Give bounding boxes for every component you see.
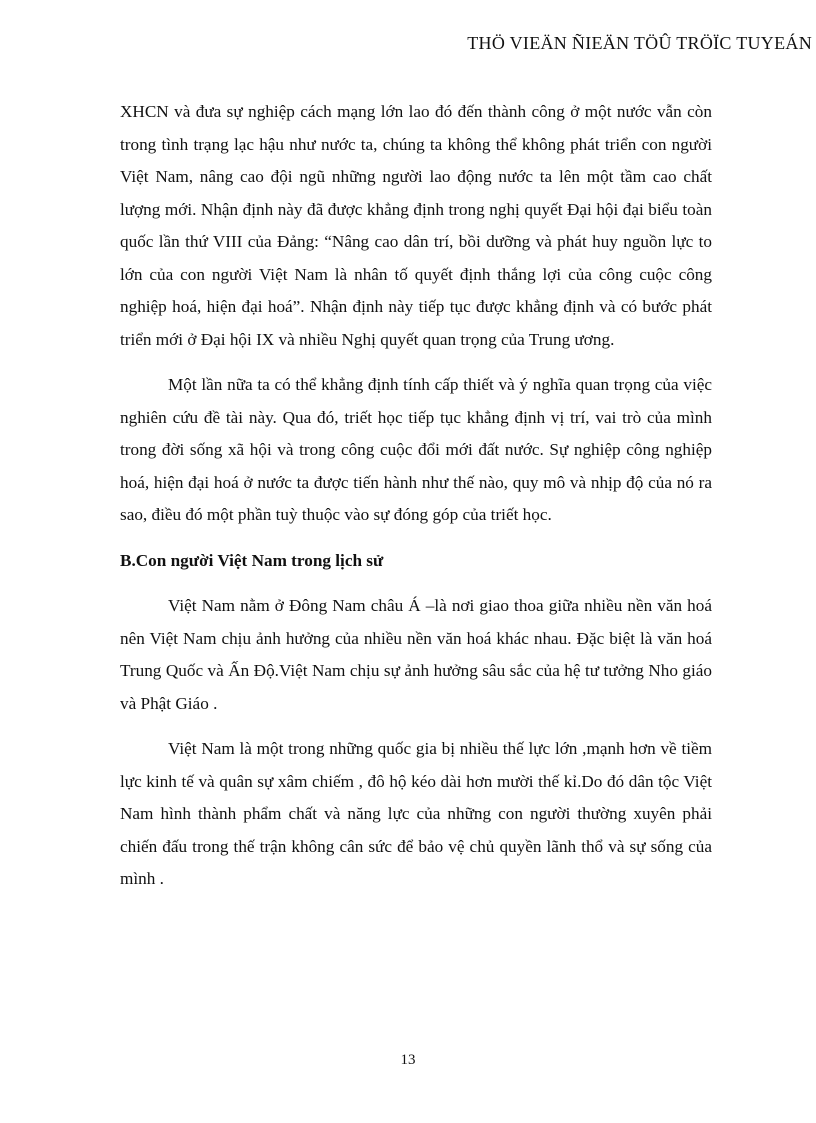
body-paragraph: Việt Nam nằm ở Đông Nam châu Á –là nơi giao thoa giữa nhiều nền văn hoá nên Việt Nam chịu ảnh hưởng của nhiều nền văn hoá khác nhau. Đặc biệt là văn hoá Trung Quốc và Ấn Độ.Việt Nam chịu sự ảnh hưởng sâu sắc của hệ tư tưởng Nho giáo và Phật Giáo . xyxy=(120,596,712,713)
page-number: 13 xyxy=(400,1052,416,1068)
section-heading: B.Con người Việt Nam trong lịch sử xyxy=(120,550,384,570)
running-header: THÖ VIEÄN ÑIEÄN TÖÛ TRÖÏC TUYEÁN xyxy=(467,33,812,53)
body-paragraph: Một lần nữa ta có thể khẳng định tính cấp thiết và ý nghĩa quan trọng của việc nghiên cứu đề tài này. Qua đó, triết học tiếp tục khẳng định vị trí, vai trò của mình trong đời sống xã hội và trong công cuộc đổi mới đất nước. Sự nghiệp công nghiệp hoá, hiện đại hoá ở nước ta được tiến hành như thế nào, quy mô và nhịp độ của nó ra sao, điều đó một phần tuỳ thuộc vào sự đóng góp của triết học. xyxy=(120,375,712,524)
body-paragraph: Việt Nam là một trong những quốc gia bị nhiều thế lực lớn ,mạnh hơn về tiềm lực kinh tế và quân sự xâm chiếm , đô hộ kéo dài hơn mười thế kỉ.Do đó dân tộc Việt Nam hình thành phẩm chất và năng lực của những con người thường xuyên phải chiến đấu trong thế trận không cân sức để bảo vệ chủ quyền lãnh thổ và sự sống của mình . xyxy=(120,739,712,888)
body-paragraph: XHCN và đưa sự nghiệp cách mạng lớn lao đó đến thành công ở một nước vẫn còn trong tình trạng lạc hậu như nước ta, chúng ta không thể không phát triển con người Việt Nam, nâng cao đội ngũ những người lao động nước ta lên một tầm cao chất lượng mới. Nhận định này đã được khẳng định trong nghị quyết Đại hội đại biểu toàn quốc lần thứ VIII của Đảng: “Nâng cao dân trí, bồi dưỡng và phát huy nguồn lực to lớn của con người Việt Nam là nhân tố quyết định thắng lợi của công cuộc công nghiệp hoá, hiện đại hoá”. Nhận định này tiếp tục được khẳng định và có bước phát triển mới ở Đại hội IX và nhiều Nghị quyết quan trọng của Trung ương. xyxy=(120,102,712,349)
document-body xyxy=(120,96,712,909)
